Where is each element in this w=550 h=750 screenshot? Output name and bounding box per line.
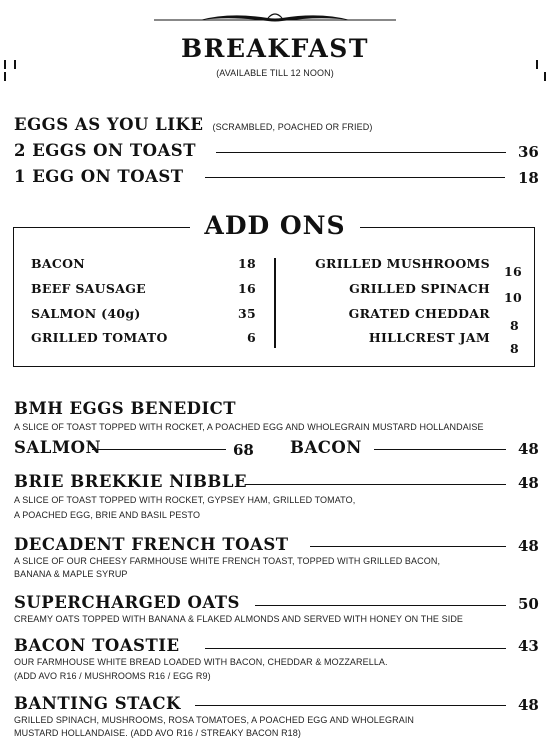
menu-item-desc: GRILLED SPINACH, MUSHROOMS, ROSA TOMATOES, A POACHED EGG AND WHOLEGRAIN [14, 715, 415, 725]
addon-left-price: 16 [238, 281, 256, 296]
addon-left-label: BACON [31, 256, 86, 271]
menu-item-price: 48 [518, 696, 539, 714]
menu-item-price: 50 [518, 595, 539, 613]
menu-item-title: BANTING STACK [14, 694, 181, 713]
addon-right-label: GRILLED SPINACH [349, 281, 490, 296]
eggs-row-label: 1 EGG ON TOAST [14, 167, 184, 186]
flourish-ornament-icon [150, 6, 400, 28]
menu-item-price: 48 [518, 537, 539, 555]
leader-line [205, 648, 506, 649]
eggs-section [14, 115, 372, 134]
menu-item-desc: A POACHED EGG, BRIE AND BASIL PESTO [14, 510, 201, 520]
addons-divider [274, 258, 276, 348]
addon-left-label: GRILLED TOMATO [31, 330, 168, 345]
leader-line [255, 605, 506, 606]
benedict-option-label: BACON [290, 438, 362, 457]
menu-item-price: 43 [518, 637, 539, 655]
addon-right-price: 8 [510, 318, 519, 333]
addon-right-price: 8 [510, 341, 519, 356]
addon-left-label: SALMON (40g) [31, 306, 141, 321]
menu-item-price: 48 [518, 474, 539, 492]
menu-item-desc: A SLICE OF TOAST TOPPED WITH ROCKET, GYPSEY HAM, GRILLED TOMATO, [14, 495, 356, 505]
menu-item-desc: (ADD AVO R16 / MUSHROOMS R16 / EGG R9) [14, 671, 211, 681]
addon-left-price: 18 [238, 256, 256, 271]
menu-item-desc: OUR FARMHOUSE WHITE BREAD LOADED WITH BACON, CHEDDAR & MOZZARELLA. [14, 657, 388, 667]
leader-line [216, 152, 506, 153]
eggs-row-price: 36 [518, 143, 539, 161]
addon-left-price: 35 [238, 306, 256, 321]
eggs-row-price: 18 [518, 169, 539, 187]
menu-item-title: BRIE BREKKIE NIBBLE [14, 472, 248, 491]
addon-left-price: 6 [247, 330, 256, 345]
addon-right-label: GRILLED MUSHROOMS [315, 256, 490, 271]
leader-line [310, 546, 506, 547]
addon-right-price: 16 [504, 264, 522, 279]
benedict-option-price: 48 [518, 440, 539, 458]
menu-item-desc: MUSTARD HOLLANDAISE. (ADD AVO R16 / STREAKY BACON R18) [14, 728, 301, 738]
page-subtitle: (AVAILABLE TILL 12 NOON) [216, 68, 334, 78]
menu-item-desc: A SLICE OF OUR CHEESY FARMHOUSE WHITE FRENCH TOAST, TOPPED WITH GRILLED BACON, [14, 556, 441, 566]
eggs-row-label: 2 EGGS ON TOAST [14, 141, 196, 160]
addon-left-label: BEEF SAUSAGE [31, 281, 147, 296]
menu-item-desc: CREAMY OATS TOPPED WITH BANANA & FLAKED ALMONDS AND SERVED WITH HONEY ON THE SIDE [14, 614, 464, 624]
menu-item-title: BACON TOASTIE [14, 636, 180, 655]
leader-line [205, 177, 505, 178]
leader-line [92, 449, 226, 450]
benedict-option-price: 68 [233, 441, 254, 459]
menu-item-title: DECADENT FRENCH TOAST [14, 535, 289, 554]
eggs-note: (SCRAMBLED, POACHED OR FRIED) [212, 122, 373, 132]
menu-item-title: SUPERCHARGED OATS [14, 593, 240, 612]
addon-right-label: HILLCREST JAM [368, 330, 490, 345]
menu-item-desc: BANANA & MAPLE SYRUP [14, 569, 128, 579]
page-title: BREAKFAST [181, 34, 369, 63]
leader-line [245, 484, 506, 485]
addon-right-price: 10 [504, 290, 522, 305]
leader-line [195, 705, 506, 706]
addon-right-label: GRATED CHEDDAR [348, 306, 490, 321]
addons-title: ADD ONS [190, 211, 360, 240]
menu-item-title: BMH EGGS BENEDICT [14, 399, 237, 418]
eggs-title: EGGS AS YOU LIKE [14, 115, 204, 134]
menu-item-desc: A SLICE OF TOAST TOPPED WITH ROCKET, A POACHED EGG AND WHOLEGRAIN MUSTARD HOLLANDAISE [14, 422, 484, 432]
leader-line [374, 449, 506, 450]
benedict-option-label: SALMON [14, 438, 102, 457]
